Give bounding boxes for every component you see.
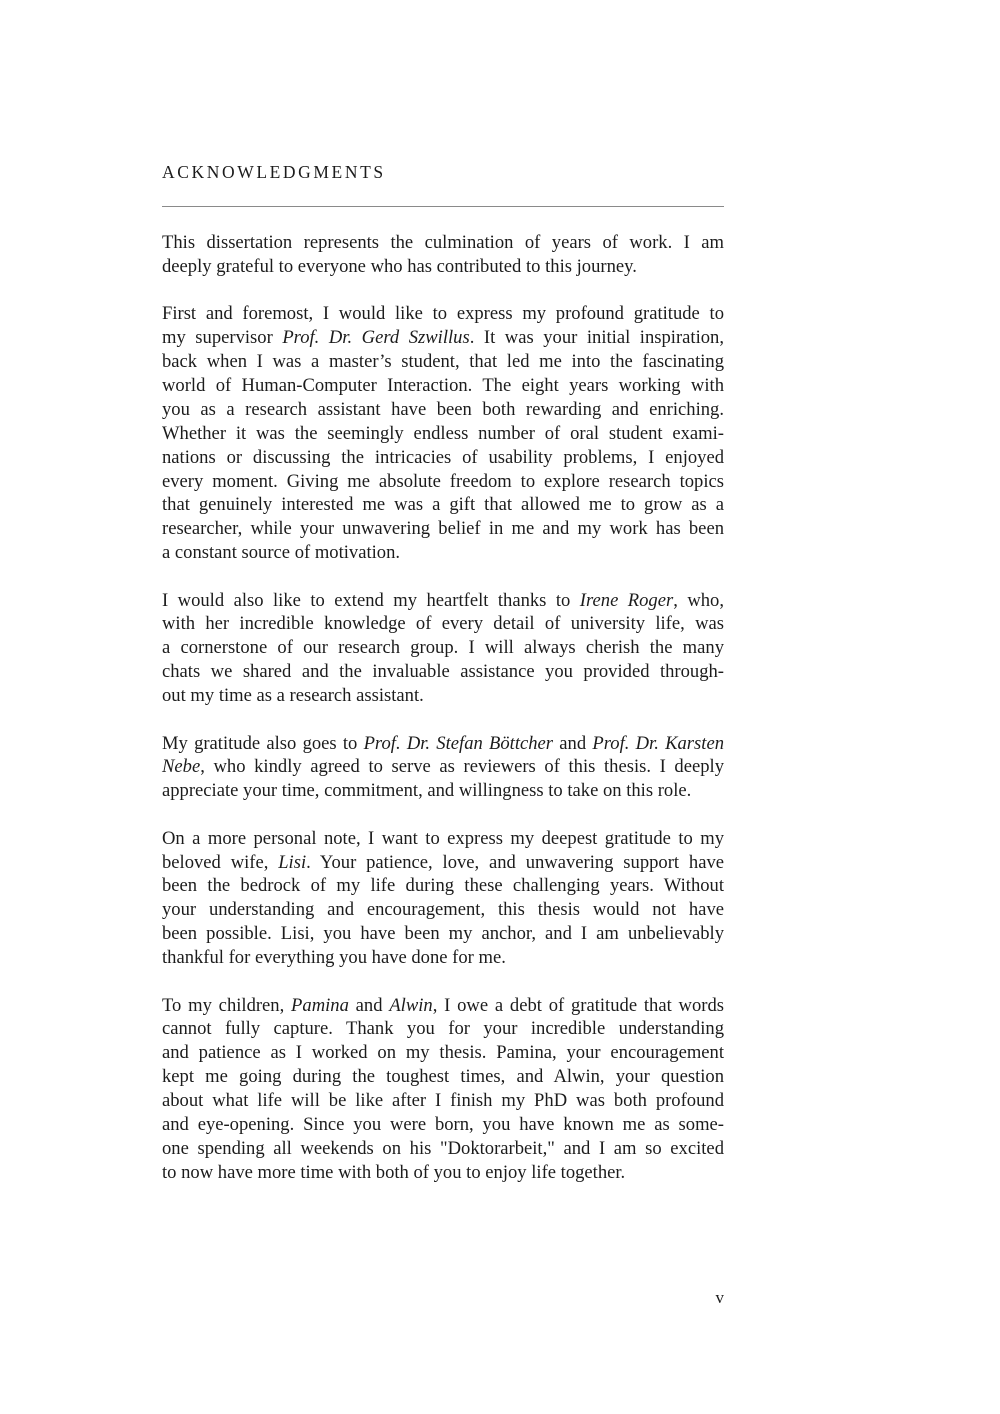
text-line	[162, 851, 724, 875]
text-run: This dissertation represents the culmination of years of work. I am	[162, 232, 724, 253]
text-line	[162, 326, 724, 350]
heading-rule	[162, 206, 724, 207]
text-line	[162, 255, 724, 279]
text-line	[162, 302, 724, 326]
text-run: First and foremost, I would like to express my profound gratitude to	[162, 303, 724, 325]
text-run: every moment. Giving me absolute freedom to explore research topics	[162, 470, 724, 492]
text-run: a cornerstone of our research group. I will always cherish the many	[162, 637, 724, 659]
text-line	[162, 636, 724, 660]
text-line	[162, 446, 724, 470]
section-heading: ACKNOWLEDGMENTS	[162, 162, 386, 182]
text-line	[162, 946, 724, 970]
text-line	[162, 1089, 724, 1113]
text-run: chats we shared and the invaluable assistance you provided through-	[162, 661, 724, 683]
text-run: nations or discussing the intricacies of usability problems, I enjoyed	[162, 446, 724, 468]
text-run: back when I was a master’s student, that led me into the fascinating	[162, 351, 724, 373]
text-run: cannot fully capture. Thank you for your incredible understanding	[162, 1018, 724, 1040]
italic-text: Irene Roger	[579, 589, 674, 611]
text-run: , who kindly agreed to serve as reviewers of this thesis. I deeply	[200, 756, 724, 778]
text-run: On a more personal note, I want to express my deepest gratitude to my	[162, 827, 724, 849]
text-line	[162, 732, 724, 756]
text-run: and patience as I worked on my thesis. Pamina, your encouragement	[162, 1042, 724, 1064]
text-line	[162, 231, 724, 255]
text-line	[162, 827, 724, 851]
text-line	[162, 779, 724, 803]
text-line	[162, 755, 724, 779]
text-run: and eye-opening. Since you were born, you have known me as some-	[162, 1114, 724, 1135]
text-line	[162, 541, 724, 565]
text-line	[162, 922, 724, 946]
text-run: , who,	[673, 589, 724, 611]
text-run: kept me going during the toughest times, and Alwin, your question	[162, 1066, 724, 1088]
text-run: about what life will be like after I finish my PhD was both profound	[162, 1090, 724, 1112]
text-run: a constant source of motivation.	[162, 542, 401, 564]
body-text	[162, 231, 724, 1208]
text-run: and	[553, 732, 593, 754]
text-run: been the bedrock of my life during these challenging years. Without	[162, 875, 724, 897]
paragraph	[162, 589, 724, 708]
italic-text: Pamina	[291, 994, 349, 1016]
text-line	[162, 1017, 724, 1041]
italic-text: Nebe	[162, 756, 201, 778]
text-run: your understanding and encouragement, this thesis would not have	[162, 899, 724, 921]
italic-text: Prof. Dr. Stefan Böttcher	[363, 732, 554, 754]
text-line	[162, 898, 724, 922]
text-line	[162, 517, 724, 541]
text-line	[162, 374, 724, 398]
text-run: and	[348, 994, 390, 1016]
text-line	[162, 589, 724, 613]
italic-text: Prof. Dr. Gerd Szwillus	[282, 327, 470, 349]
text-run: been possible. Lisi, you have been my anchor, and I am unbelievably	[162, 923, 724, 945]
text-run: researcher, while your unwavering belief in me and my work has been	[162, 518, 724, 540]
paragraph	[162, 732, 724, 804]
text-line	[162, 874, 724, 898]
text-line	[162, 1041, 724, 1065]
text-line	[162, 1065, 724, 1089]
paragraph	[162, 302, 724, 565]
text-line	[162, 350, 724, 374]
text-run: world of Human-Computer Interaction. The eight years working with	[162, 374, 724, 396]
text-run: one spending all weekends on his "Doktorarbeit," and I am so excited	[162, 1137, 724, 1159]
text-run: Whether it was the seemingly endless number of oral student exami-	[162, 422, 724, 444]
paragraph	[162, 231, 724, 279]
text-run: you as a research assistant have been both rewarding and enriching.	[162, 398, 724, 420]
page-number: v	[715, 1288, 724, 1307]
text-run: thankful for everything you have done for me.	[162, 947, 506, 969]
text-run: beloved wife,	[162, 851, 279, 873]
text-line	[162, 1161, 724, 1185]
text-line	[162, 1113, 724, 1137]
text-line	[162, 470, 724, 494]
paragraph	[162, 827, 724, 970]
text-run: that genuinely interested me was a gift that allowed me to grow as a	[162, 494, 724, 516]
paragraph	[162, 994, 724, 1185]
text-run: My gratitude also goes to	[162, 732, 364, 754]
text-line	[162, 660, 724, 684]
text-run: I would also like to extend my heartfelt thanks to	[162, 589, 580, 611]
text-run: To my children,	[162, 994, 292, 1016]
text-run: with her incredible knowledge of every detail of university life, was	[162, 613, 724, 635]
text-line	[162, 1137, 724, 1161]
italic-text: Alwin	[389, 994, 433, 1016]
text-run: my supervisor	[162, 327, 283, 349]
text-run: out my time as a research assistant.	[162, 685, 424, 707]
text-line	[162, 994, 724, 1018]
italic-text: Lisi	[278, 851, 307, 873]
italic-text: Prof. Dr. Karsten	[592, 732, 724, 754]
text-line	[162, 684, 724, 708]
text-line	[162, 398, 724, 422]
text-line	[162, 612, 724, 636]
text-line	[162, 493, 724, 517]
text-run: deeply grateful to everyone who has contributed to this journey.	[162, 255, 637, 277]
document-page	[162, 0, 724, 1414]
text-run: , I owe a debt of gratitude that words	[432, 994, 724, 1016]
text-run: to now have more time with both of you to enjoy life together.	[162, 1161, 626, 1183]
text-run: . It was your initial inspiration,	[469, 327, 724, 349]
text-run: appreciate your time, commitment, and willingness to take on this role.	[162, 780, 692, 802]
text-line	[162, 422, 724, 446]
text-run: . Your patience, love, and unwavering support have	[306, 851, 725, 873]
